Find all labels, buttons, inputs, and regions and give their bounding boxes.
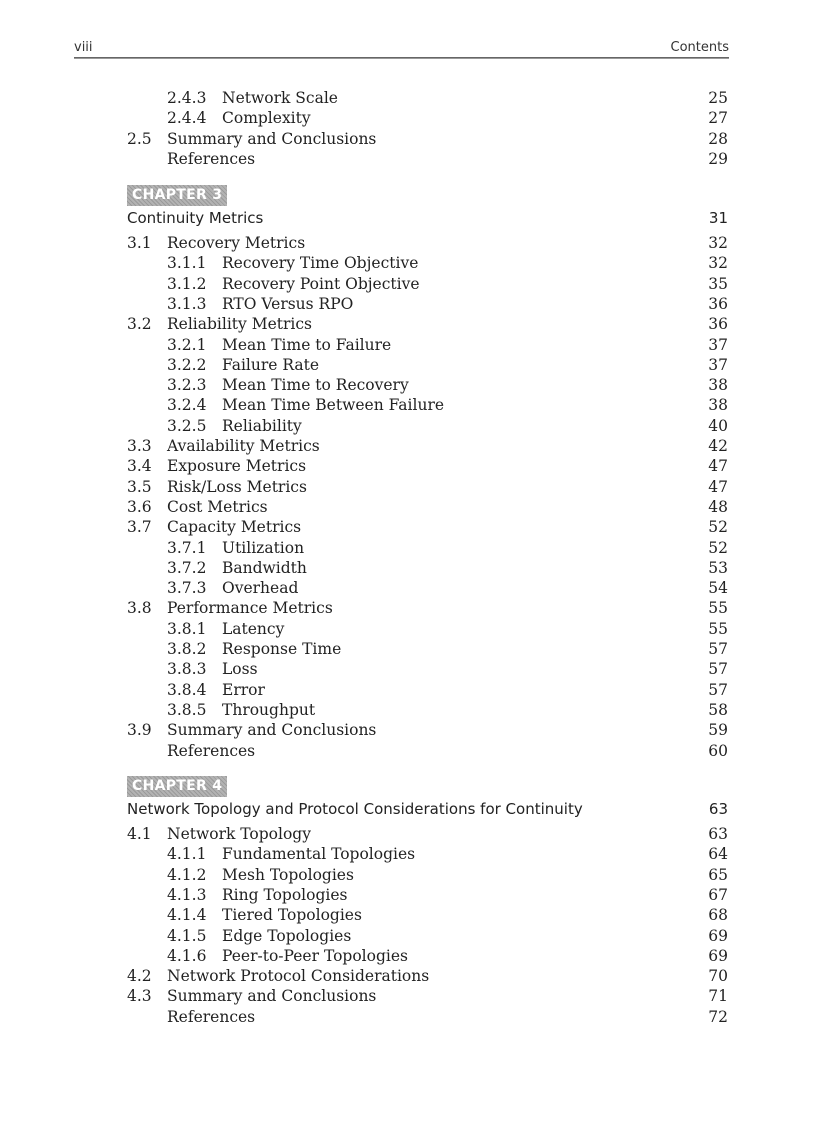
toc-entry-page: 42 [708, 437, 728, 455]
toc-entry-page: 69 [708, 926, 728, 945]
header-rule [74, 57, 729, 59]
toc-subsection-entry[interactable] [0, 416, 816, 436]
toc-entry-title: Mesh Topologies [222, 865, 354, 884]
toc-section-entry[interactable] [0, 966, 816, 986]
chapter-label: CHAPTER 4 [127, 776, 227, 797]
toc-entry-page: 72 [708, 1007, 728, 1026]
toc-entry-title: Recovery Time Objective [222, 254, 419, 273]
toc-chapter-entry[interactable] [0, 207, 816, 229]
chapter-title: Continuity Metrics [127, 209, 264, 227]
toc-entry-title: Utilization [222, 538, 305, 557]
toc-entry-page: 54 [708, 579, 728, 598]
toc-chapter-entry[interactable] [0, 798, 816, 820]
toc-entry-title: Exposure Metrics [167, 457, 307, 476]
chapter-label: CHAPTER 3 [127, 185, 227, 206]
toc-entry-number: 4.1.2 [167, 865, 207, 884]
toc-entry-page: 40 [708, 416, 728, 435]
toc-entry-title: Loss [222, 660, 258, 679]
toc-section-entry[interactable] [0, 986, 816, 1006]
toc-entry-number: 3.1.3 [167, 294, 207, 313]
toc-entry-number: 3.2.5 [167, 416, 207, 435]
toc-entry-page: 52 [708, 538, 728, 557]
toc-section-entry[interactable] [0, 720, 816, 740]
toc-entry-number: 4.1.1 [167, 845, 207, 864]
toc-section-entry[interactable] [0, 598, 816, 618]
toc-entry-page: 57 [708, 680, 728, 699]
toc-section-entry[interactable] [0, 824, 816, 844]
toc-subsection-entry[interactable] [0, 680, 816, 700]
toc-entry-title: Edge Topologies [222, 926, 352, 945]
toc-entry-title: Network Scale [222, 89, 338, 107]
toc-section-entry[interactable] [0, 436, 816, 456]
toc-entry-number: 4.1.4 [167, 906, 207, 925]
toc-entry-number: 4.1 [127, 825, 152, 843]
toc-entry-number: 3.2.2 [167, 355, 207, 374]
toc-section-entry[interactable] [0, 517, 816, 537]
running-title: Contents [670, 40, 729, 55]
toc-section-entry[interactable] [0, 314, 816, 334]
toc-entry-title: Failure Rate [222, 355, 320, 374]
toc-subsection-entry[interactable] [0, 865, 816, 885]
toc-entry-page: 32 [708, 254, 728, 273]
toc-subsection-entry[interactable] [0, 355, 816, 375]
toc-entry-title: Mean Time to Failure [222, 335, 392, 354]
chapter-page: 31 [708, 209, 728, 227]
toc-entry-page: 53 [708, 558, 728, 577]
toc-entry-page: 47 [708, 477, 728, 496]
toc-entry-page: 60 [708, 741, 728, 760]
toc-entry-page: 63 [708, 825, 728, 843]
toc-entry-number: 3.7 [127, 518, 152, 537]
toc-entry-number: 3.7.3 [167, 579, 207, 598]
toc-entry-title: Network Protocol Considerations [167, 967, 430, 986]
toc-entry-number: 3.7.1 [167, 538, 207, 557]
toc-subsection-entry[interactable] [0, 375, 816, 395]
toc-entry-title: Mean Time Between Failure [222, 396, 445, 415]
toc-subsection-entry[interactable] [0, 395, 816, 415]
toc-entry-number: 2.4.4 [167, 109, 207, 128]
toc-entry-number: 3.1 [127, 234, 152, 252]
toc-entry-title: Availability Metrics [167, 437, 320, 455]
toc-entry-title: References [167, 741, 256, 760]
toc-entry-number: 3.5 [127, 477, 152, 496]
toc-entry-number: 3.2.4 [167, 396, 207, 415]
toc-section-entry[interactable] [0, 233, 816, 253]
toc-entry-title: Fundamental Topologies [222, 845, 416, 864]
toc-entry-page: 48 [708, 497, 728, 516]
toc-entry-page: 55 [708, 619, 728, 638]
toc-references-entry[interactable] [0, 741, 816, 761]
toc-entry-title: RTO Versus RPO [222, 294, 354, 313]
toc-subsection-entry[interactable] [0, 619, 816, 639]
toc-entry-number: 4.1.6 [167, 946, 207, 965]
toc-entry-number: 3.3 [127, 437, 152, 455]
toc-entry-title: Overhead [222, 579, 299, 598]
toc-entry-page: 36 [708, 315, 728, 334]
toc-entry-page: 28 [708, 129, 728, 148]
toc-entry-page: 35 [708, 274, 728, 293]
toc-entry-number: 4.3 [127, 987, 152, 1006]
toc-entry-page: 37 [708, 355, 728, 374]
toc-entry-title: Summary and Conclusions [167, 129, 377, 148]
toc-entry-number: 3.8.4 [167, 680, 207, 699]
toc-entry-page: 58 [708, 700, 728, 719]
toc-entry-title: Throughput [222, 700, 316, 719]
toc-entry-title: Capacity Metrics [167, 518, 302, 537]
toc-entry-page: 27 [708, 109, 728, 128]
toc-subsection-entry[interactable] [0, 294, 816, 314]
toc-entry-number: 3.8.5 [167, 700, 207, 719]
toc-subsection-entry[interactable] [0, 253, 816, 273]
toc-subsection-entry[interactable] [0, 659, 816, 679]
toc-entry-number: 3.9 [127, 721, 152, 740]
toc-entry-number: 4.1.5 [167, 926, 207, 945]
toc-subsection-entry[interactable] [0, 639, 816, 659]
toc-entry-title: Performance Metrics [167, 599, 333, 618]
toc-entry-number: 3.4 [127, 457, 152, 476]
toc-entry-number: 2.5 [127, 129, 152, 148]
toc-entry-title: Cost Metrics [167, 497, 268, 516]
toc-subsection-entry[interactable] [0, 558, 816, 578]
toc-entry-number: 3.8.2 [167, 640, 207, 658]
toc-section-entry[interactable] [0, 497, 816, 517]
toc-subsection-entry[interactable] [0, 926, 816, 946]
toc-entry-page: 57 [708, 640, 728, 658]
toc-subsection-entry[interactable] [0, 885, 816, 905]
chapter-page: 63 [708, 800, 728, 818]
toc-entry-page: 55 [708, 599, 728, 618]
toc-entry-page: 70 [708, 967, 728, 986]
toc-entry-number: 3.8.3 [167, 660, 207, 679]
toc-subsection-entry[interactable] [0, 905, 816, 925]
toc-entry-title: Recovery Metrics [167, 234, 306, 252]
toc-entry-page: 71 [708, 987, 728, 1006]
toc-subsection-entry[interactable] [0, 700, 816, 720]
toc-subsection-entry[interactable] [0, 335, 816, 355]
toc-entry-number: 3.7.2 [167, 558, 207, 577]
toc-entry-title: Complexity [222, 109, 311, 128]
toc-entry-number: 2.4.3 [167, 89, 207, 107]
toc-entry-title: References [167, 1007, 256, 1026]
toc-entry-number: 3.2.1 [167, 335, 207, 354]
toc-entry-page: 29 [708, 149, 728, 168]
toc-entry-title: Recovery Point Objective [222, 274, 420, 293]
toc-entry-title: Risk/Loss Metrics [167, 477, 307, 496]
toc-subsection-entry[interactable] [0, 108, 816, 128]
toc-entry-title: Reliability [222, 416, 302, 435]
toc-entry-page: 57 [708, 660, 728, 679]
toc-entry-page: 65 [708, 865, 728, 884]
toc-subsection-entry[interactable] [0, 88, 816, 108]
toc-entry-title: References [167, 149, 256, 168]
toc-entry-title: Summary and Conclusions [167, 721, 377, 740]
toc-entry-page: 36 [708, 294, 728, 313]
toc-entry-page: 67 [708, 885, 728, 904]
toc-entry-number: 3.8 [127, 599, 152, 618]
toc-entry-page: 69 [708, 946, 728, 965]
toc-entry-title: Tiered Topologies [222, 906, 362, 925]
toc-subsection-entry[interactable] [0, 274, 816, 294]
toc-entry-title: Error [222, 680, 265, 699]
toc-section-entry[interactable] [0, 477, 816, 497]
toc-entry-title: Ring Topologies [222, 885, 348, 904]
toc-subsection-entry[interactable] [0, 844, 816, 864]
toc-subsection-entry[interactable] [0, 946, 816, 966]
page-number: viii [74, 40, 93, 55]
toc-entry-page: 52 [708, 518, 728, 537]
toc-entry-title: Mean Time to Recovery [222, 376, 409, 395]
toc-entry-title: Response Time [222, 640, 342, 658]
toc-entry-page: 38 [708, 396, 728, 415]
running-head [74, 38, 729, 58]
toc-entry-number: 3.2 [127, 315, 152, 334]
toc-subsection-entry[interactable] [0, 538, 816, 558]
toc-entry-page: 25 [708, 89, 728, 107]
toc-entry-title: Summary and Conclusions [167, 987, 377, 1006]
toc-entry-title: Network Topology [167, 825, 311, 843]
toc-entry-number: 3.1.1 [167, 254, 207, 273]
toc-references-entry[interactable] [0, 149, 816, 169]
toc-entry-number: 3.1.2 [167, 274, 207, 293]
toc-entry-page: 68 [708, 906, 728, 925]
toc-entry-title: Latency [222, 619, 285, 638]
toc-entry-title: Reliability Metrics [167, 315, 312, 334]
toc-entry-page: 37 [708, 335, 728, 354]
toc-entry-number: 3.6 [127, 497, 152, 516]
toc-entry-number: 4.1.3 [167, 885, 207, 904]
toc-entry-page: 59 [708, 721, 728, 740]
toc-entry-number: 3.8.1 [167, 619, 207, 638]
toc-references-entry[interactable] [0, 1007, 816, 1027]
toc-entry-page: 38 [708, 376, 728, 395]
toc-entry-page: 64 [708, 845, 728, 864]
toc-entry-title: Peer-to-Peer Topologies [222, 946, 408, 965]
toc-entry-title: Bandwidth [222, 558, 307, 577]
toc-entry-page: 47 [708, 457, 728, 476]
toc-subsection-entry[interactable] [0, 578, 816, 598]
toc-entry-number: 4.2 [127, 967, 152, 986]
toc-entry-number: 3.2.3 [167, 376, 207, 395]
chapter-title: Network Topology and Protocol Considerations for Continuity [127, 800, 583, 818]
toc-section-entry[interactable] [0, 456, 816, 476]
toc-section-entry[interactable] [0, 129, 816, 149]
toc-entry-page: 32 [708, 234, 728, 252]
